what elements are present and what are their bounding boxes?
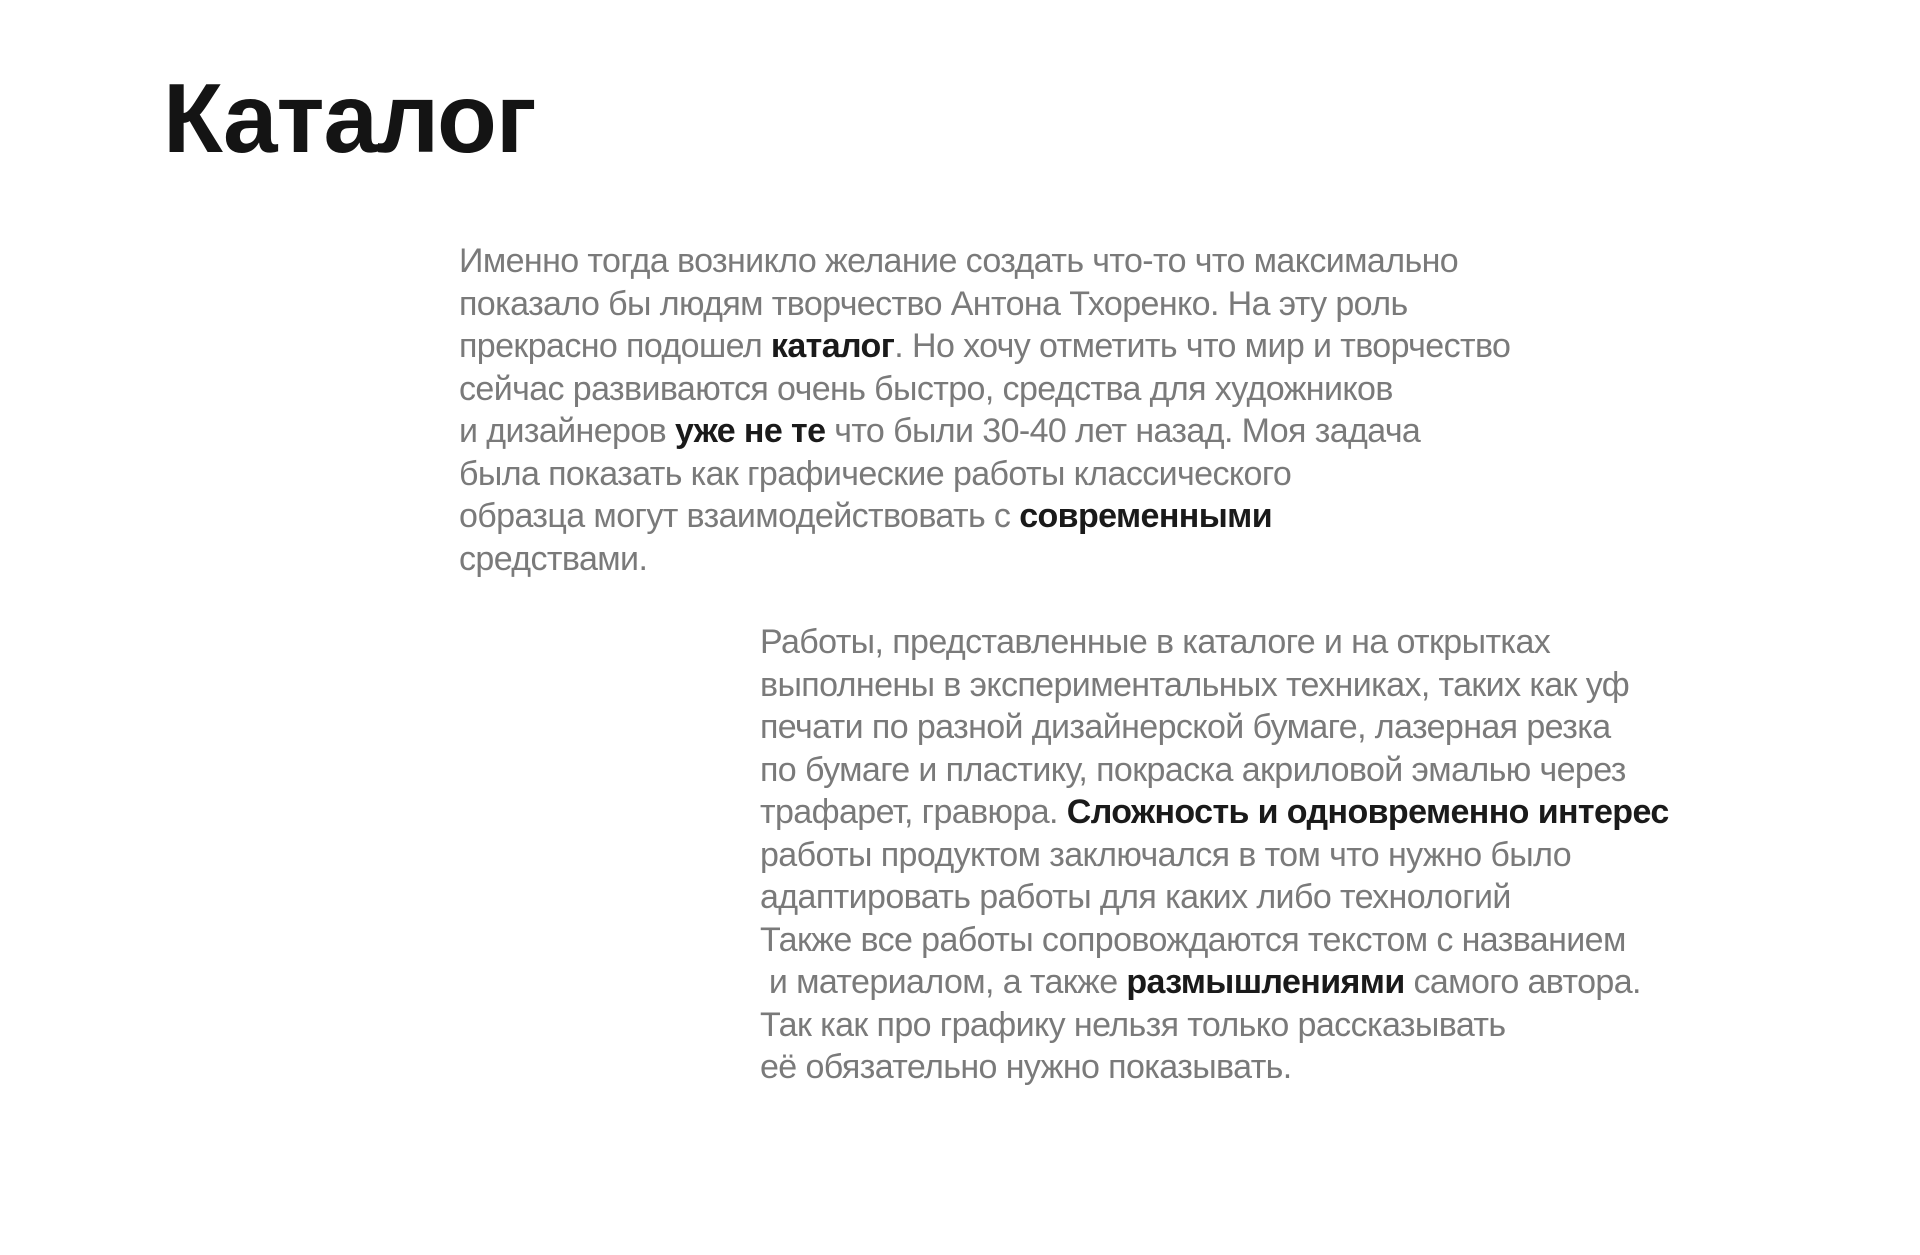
text-segment: . Но хочу отметить что мир и творчество (894, 327, 1511, 365)
text-segment: и материалом, а также (760, 963, 1127, 1001)
text-segment: выполнены в экспериментальных техниках, таких как уф (760, 665, 1630, 704)
emphasis-text: Сложность и одновременно интерес (1066, 793, 1669, 831)
text-line (459, 240, 1510, 283)
text-segment: показало бы людям творчество Антона Тхоренко. На эту роль (459, 284, 1408, 323)
text-segment: её обязательно нужно показывать. (760, 1048, 1292, 1086)
text-segment: Работы, представленные в каталоге и на открытках (760, 623, 1551, 661)
text-segment: Именно тогда возникло желание создать что-то что максимально (459, 242, 1459, 280)
text-segment: образца могут взаимодействовать с (459, 497, 1020, 535)
emphasis-text: современными (1019, 497, 1273, 535)
intro-paragraph (459, 240, 1510, 580)
text-line (760, 876, 1669, 919)
text-segment: трафарет, гравюра. (760, 793, 1067, 831)
text-line (459, 453, 1510, 496)
text-line (760, 621, 1669, 664)
text-line (459, 368, 1510, 411)
text-line (459, 283, 1510, 326)
emphasis-text: каталог (770, 327, 895, 365)
text-segment: по бумаге и пластику, покраска акриловой эмалью через (760, 750, 1626, 789)
page-title: Каталог (163, 63, 536, 173)
text-line (760, 664, 1669, 707)
emphasis-text: уже не те (674, 412, 826, 450)
text-line (760, 1046, 1669, 1089)
text-line (760, 919, 1669, 962)
text-segment: средствами. (459, 539, 648, 578)
text-line (459, 325, 1510, 368)
text-line (760, 749, 1669, 792)
text-segment: была показать как графические работы классического (459, 454, 1292, 493)
text-line (760, 834, 1669, 877)
text-line (459, 410, 1510, 453)
text-line (459, 538, 1510, 581)
text-line (760, 791, 1669, 834)
text-segment: Также все работы сопровождаются текстом с названием (760, 920, 1626, 959)
text-segment: адаптировать работы для каких либо технологий (760, 878, 1511, 916)
techniques-paragraph (760, 621, 1669, 1089)
text-line (760, 706, 1669, 749)
text-segment: и дизайнеров (459, 412, 675, 450)
text-line (760, 1004, 1669, 1047)
emphasis-text: размышлениями (1126, 963, 1405, 1001)
text-line (760, 961, 1669, 1004)
text-segment: что были 30-40 лет назад. Моя задача (825, 412, 1421, 450)
text-line (459, 495, 1510, 538)
text-segment: самого автора. (1404, 963, 1641, 1001)
text-segment: сейчас развиваются очень быстро, средства для художников (459, 369, 1393, 408)
text-segment: Так как про графику нельзя только рассказывать (760, 1005, 1506, 1044)
text-segment: печати по разной дизайнерской бумаге, лазерная резка (760, 708, 1611, 746)
text-segment: прекрасно подошел (459, 327, 771, 365)
text-segment: работы продуктом заключался в том что нужно было (760, 835, 1572, 874)
